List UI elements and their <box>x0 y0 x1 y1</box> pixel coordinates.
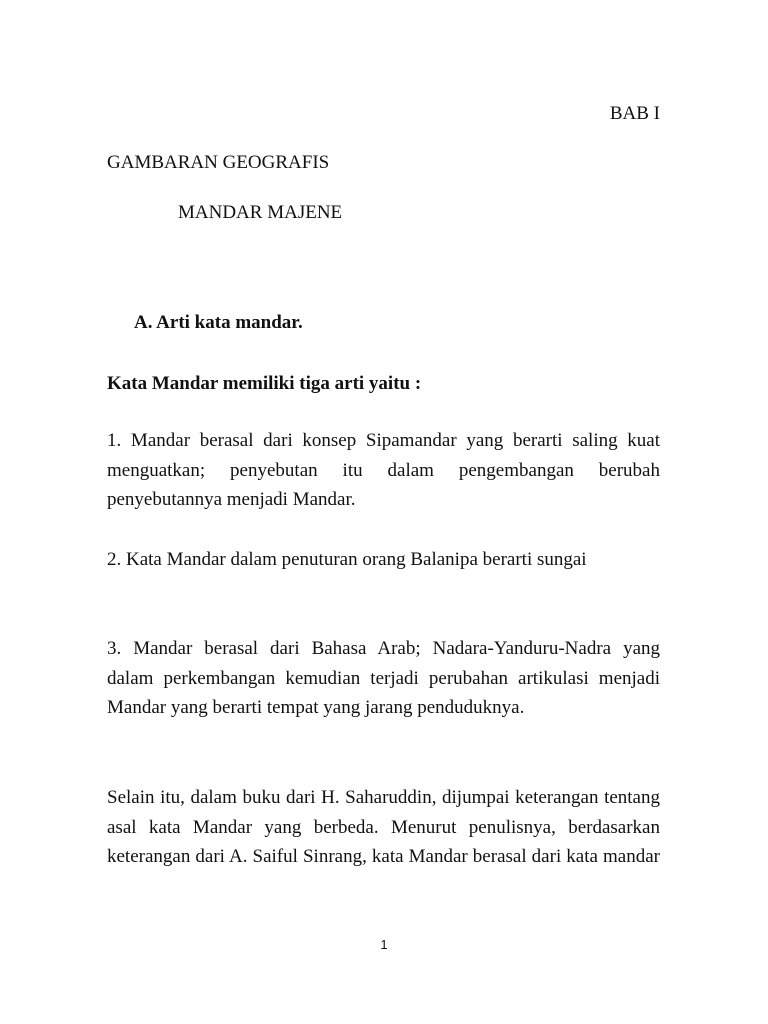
page-number: 1 <box>380 937 388 952</box>
paragraph-meaning-1: 1. Mandar berasal dari konsep Sipamandar yang berarti saling kuat menguatkan; penyebutan itu dalam pengembangan berubah penyebutannya menjadi Mandar. <box>107 430 660 510</box>
paragraph-additional: Selain itu, dalam buku dari H. Saharuddin, dijumpai keterangan tentang asal kata Mandar yang berbeda. Menurut penulisnya, berdasarkan keterangan dari A. Saiful Sinrang, kata Mandar berasal dari kata mandar <box>107 787 660 867</box>
title-line-1: GAMBARAN GEOGRAFIS <box>107 152 330 173</box>
paragraph-meaning-2: 2. Kata Mandar dalam penuturan orang Balanipa berarti sungai <box>107 549 587 570</box>
chapter-label: BAB I <box>609 103 660 124</box>
section-heading: A. Arti kata mandar. <box>134 312 303 333</box>
title-line-2: MANDAR MAJENE <box>178 202 343 223</box>
paragraph-meaning-3: 3. Mandar berasal dari Bahasa Arab; Nadara-Yanduru-Nadra yang dalam perkembangan kemudian terjadi perubahan artikulasi menjadi Mandar yang berarti tempat yang jarang penduduknya. <box>107 638 660 718</box>
intro-text: Kata Mandar memiliki tiga arti yaitu : <box>107 373 422 394</box>
